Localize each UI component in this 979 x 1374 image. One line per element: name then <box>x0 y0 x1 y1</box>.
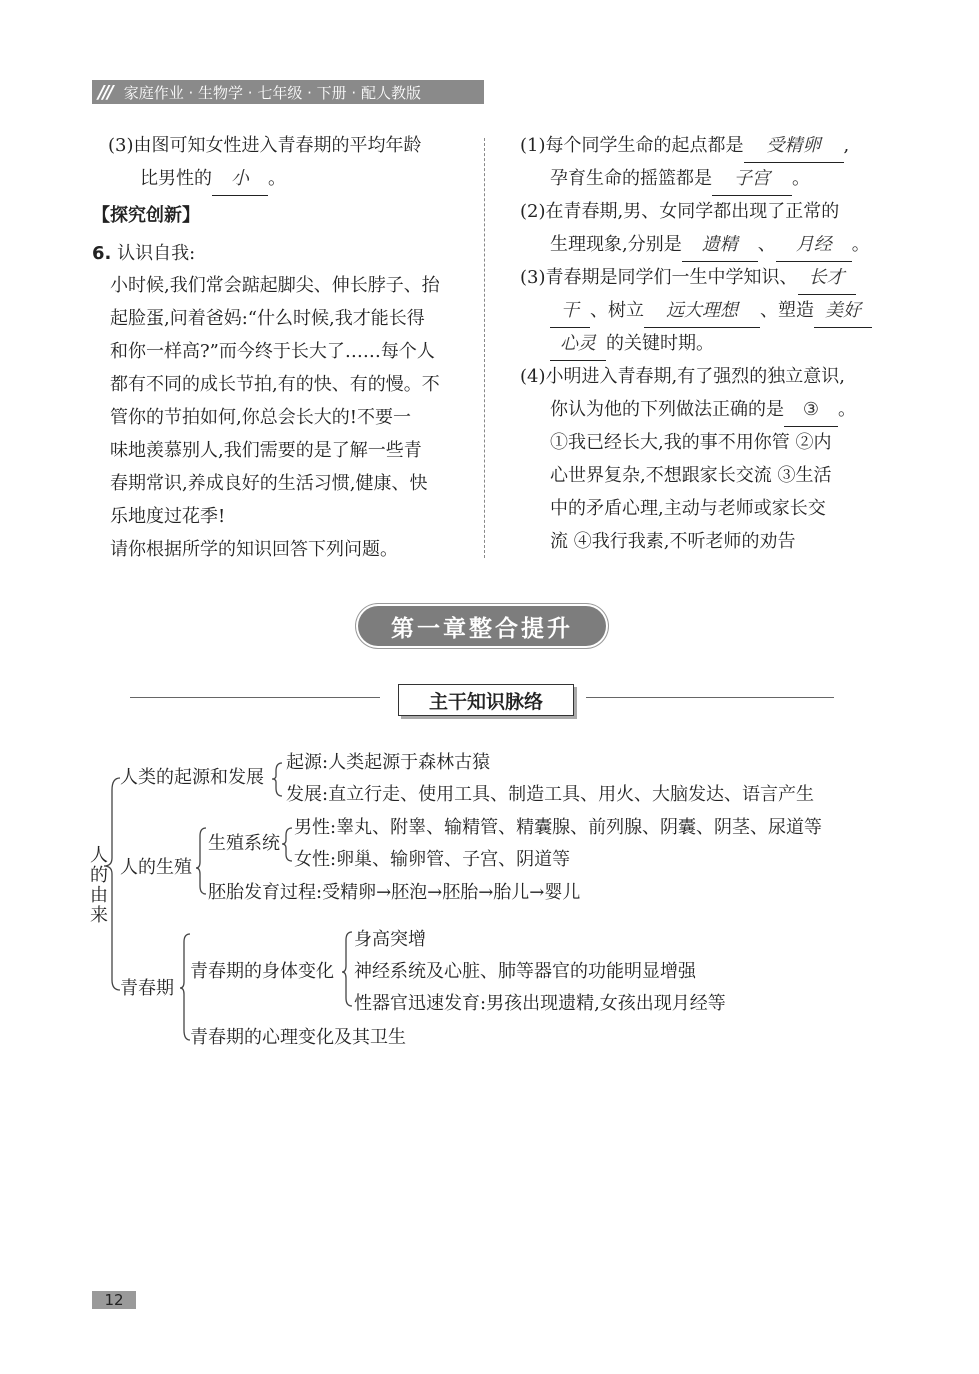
tree-node-origin-development: 人类的起源和发展 <box>120 767 264 788</box>
left-q3-pre: 比男性的 <box>140 168 212 189</box>
right-q1-pre: (1)每个同学生命的起点都是 <box>520 135 744 156</box>
passage-line: 小时候,我们常会踮起脚尖、伸长脖子、抬 <box>110 275 440 296</box>
right-q1-mid: , <box>843 135 850 156</box>
right-q3-answer3a: 美好 <box>814 295 872 328</box>
right-q3-pre: (3)青春期是同学们一生中学知识、 <box>520 267 798 288</box>
right-q1-answer2: 子宫 <box>712 163 792 196</box>
tree-root: 人的由来 <box>90 845 108 926</box>
q6-title: 认识自我: <box>117 243 196 264</box>
right-q3-mid1: 、树立 <box>590 300 644 321</box>
brace-repro-system <box>282 828 292 861</box>
option-line: 流 ④我行我素,不听老师的劝告 <box>550 531 796 552</box>
tree-node-reproduction: 人的生殖 <box>120 857 192 878</box>
tree-node-female: 女性:卵巢、输卵管、子宫、阴道等 <box>294 849 571 870</box>
tree-node-body-change: 青春期的身体变化 <box>190 961 334 982</box>
right-q2-pre: 生理现象,分别是 <box>550 234 682 255</box>
section-subhead: 主干知识脉络 <box>398 684 574 716</box>
page-number: 12 <box>92 1291 136 1309</box>
passage-line: 春期常识,养成良好的生活习惯,健康、快 <box>110 473 428 494</box>
tree-node-repro-system: 生殖系统 <box>208 833 280 854</box>
right-q1-answer1: 受精卵 <box>744 130 844 163</box>
tree-node-origin: 起源:人类起源于森林古猿 <box>286 752 491 773</box>
right-q3-answer1b: 干 <box>550 295 590 328</box>
tree-node-embryo: 胚胎发育过程:受精卵→胚泡→胚胎→胎儿→婴儿 <box>208 882 581 903</box>
passage-line: 起脸蛋,问着爸妈:“什么时候,我才能长得 <box>110 308 425 329</box>
section-label: 【探究创新】 <box>92 205 200 226</box>
brace-origin <box>272 763 282 796</box>
right-q4-line1: (4)小明进入青春期,有了强烈的独立意识, <box>520 366 845 387</box>
tree-node-development: 发展:直立行走、使用工具、制造工具、用火、大脑发达、语言产生 <box>286 784 815 805</box>
right-q2-line1: (2)在青春期,男、女同学都出现了正常的 <box>520 201 840 222</box>
option-line: 心世界复杂,不想跟家长交流 ③生活 <box>550 465 832 486</box>
brace-reproduction <box>196 828 206 894</box>
tree-node-puberty: 青春期 <box>120 978 174 999</box>
right-q1-post: 。 <box>792 168 810 189</box>
brace-body-change <box>342 932 352 1006</box>
tree-node-organs: 神经系统及心脏、肺等器官的功能明显增强 <box>354 961 696 982</box>
right-q2-answer1: 遗精 <box>682 229 758 262</box>
passage-line: 味地羡慕别人,我们需要的是了解一些青 <box>110 440 422 461</box>
right-q2-post: 。 <box>851 234 870 255</box>
right-q3-post: 的关键时期。 <box>606 333 714 354</box>
q6-instruction: 请你根据所学的知识回答下列问题。 <box>110 539 398 560</box>
header-title: 家庭作业 · 生物学 · 七年级 · 下册 · 配人教版 <box>123 83 421 102</box>
right-q2-sep: 、 <box>757 234 776 255</box>
option-line: ①我已经长大,我的事不用你管 ②内 <box>550 432 832 453</box>
right-q1-line2-pre: 孕育生命的摇篮都是 <box>550 168 712 189</box>
right-q2-answer2: 月经 <box>776 229 852 262</box>
passage-line: 乐地度过花季! <box>110 506 226 527</box>
tree-node-male: 男性:睾丸、附睾、输精管、精囊腺、前列腺、阴囊、阴茎、尿道等 <box>294 817 823 838</box>
passage-line: 管你的节拍如何,你总会长大的!不要一 <box>110 407 411 428</box>
right-q4-answer: ③ <box>784 394 838 427</box>
right-q3-answer2: 远大理想 <box>644 295 760 328</box>
header-slashes: /// <box>98 81 112 103</box>
brace-puberty <box>180 934 190 1040</box>
left-q3-post: 。 <box>268 168 286 189</box>
tree-node-psych: 青春期的心理变化及其卫生 <box>190 1027 406 1048</box>
right-q3-mid2: 、塑造 <box>760 300 814 321</box>
right-q3-answer1a: 长才 <box>798 262 856 295</box>
right-q4-pre: 你认为他的下列做法正确的是 <box>550 399 784 420</box>
chapter-banner: 第一章整合提升 <box>358 606 606 646</box>
left-q3-answer: 小 <box>212 163 268 196</box>
passage-line: 和你一样高?”而今终于长大了……每个人 <box>110 341 435 362</box>
tree-node-height: 身高突增 <box>354 929 426 950</box>
right-q3-answer3b: 心灵 <box>550 328 606 361</box>
option-line: 中的矛盾心理,主动与老师或家长交 <box>550 498 826 519</box>
right-q4-post: 。 <box>838 399 856 420</box>
q6-number: 6. <box>92 243 112 264</box>
tree-node-sex-organs: 性器官迅速发育:男孩出现遗精,女孩出现月经等 <box>354 993 726 1014</box>
left-q3-line1: (3)由图可知女性进入青春期的平均年龄 <box>108 135 422 156</box>
passage-line: 都有不同的成长节拍,有的快、有的慢。不 <box>110 374 440 395</box>
